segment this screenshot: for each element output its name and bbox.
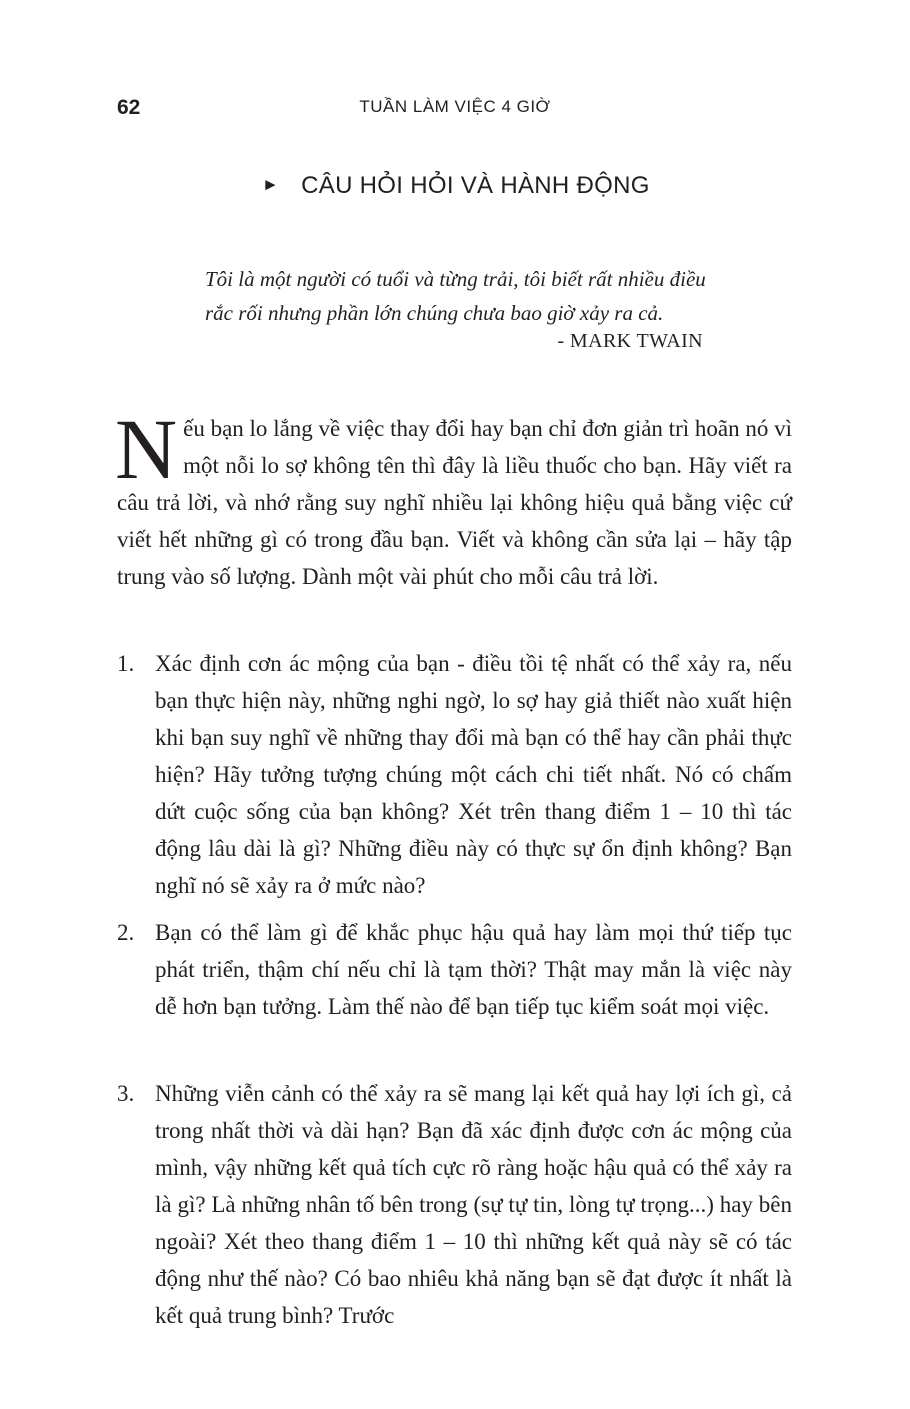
list-item: [117, 914, 792, 1025]
running-title: TUẦN LÀM VIỆC 4 GIỜ: [359, 97, 551, 116]
epigraph-quote: Tôi là một người có tuổi và từng trải, tôi biết rất nhiều điều rắc rối nhưng phần lớn chúng chưa bao giờ xảy ra cả.: [205, 267, 706, 325]
section-title: CÂU HỎI HỎI VÀ HÀNH ĐỘNG: [301, 172, 650, 199]
list-item-text: Bạn có thể làm gì để khắc phục hậu quả hay làm mọi thứ tiếp tục phát triển, thậm chí nếu chỉ là tạm thời? Thật may mắn là việc này dễ hơn bạn tưởng. Làm thế nào để bạn tiếp tục kiểm soát mọi việc.: [155, 920, 792, 1019]
drop-cap: N: [115, 401, 178, 497]
section-heading: [262, 172, 650, 200]
list-item: [117, 645, 792, 904]
list-item-number: 1.: [117, 651, 135, 676]
list-item-number: 2.: [117, 920, 135, 945]
right-triangle-bullet-icon: ►: [262, 175, 280, 194]
intro-text: ếu bạn lo lắng về việc thay đổi hay bạn chỉ đơn giản trì hoãn nó vì một nỗi lo sợ không tên thì đây là liều thuốc cho bạn. Hãy viết ra câu trả lời, và nhớ rằng suy nghĩ nhiều lại không hiệu quả bằng việc cứ viết hết những gì có trong đầu bạn. Viết và không cần sửa lại – hãy tập trung vào số lượng. Dành một vài phút cho mỗi câu trả lời.: [117, 416, 792, 589]
page-number: 62: [117, 96, 141, 119]
list-item: [117, 1075, 792, 1334]
list-item-text: Những viễn cảnh có thể xảy ra sẽ mang lại kết quả hay lợi ích gì, cả trong nhất thời và dài hạn? Bạn đã xác định được cơn ác mộng của mình, vậy những kết quả tích cực rõ ràng hoặc hậu quả có thể xảy ra là gì? Là những nhân tố bên trong (sự tự tin, lòng tự trọng...) hay bên ngoài? Xét theo thang điểm 1 – 10 thì những kết quả này sẽ có tác động như thế nào? Có bao nhiêu khả năng bạn sẽ đạt được ít nhất là kết quả trung bình? Trước: [155, 1081, 792, 1328]
epigraph-author: - MARK TWAIN: [557, 330, 703, 352]
intro-paragraph: [115, 401, 792, 595]
list-item-text: Xác định cơn ác mộng của bạn - điều tồi tệ nhất có thể xảy ra, nếu bạn thực hiện này, những nghi ngờ, lo sợ hay giả thiết nào xuất hiện khi bạn suy nghĩ về những thay đổi mà bạn có thể hay cần phải thực hiện? Hãy tưởng tượng chúng một cách chi tiết nhất. Nó có chấm dứt cuộc sống của bạn không? Xét trên thang điểm 1 – 10 thì tác động lâu dài là gì? Những điều này có thực sự ổn định không? Bạn nghĩ nó sẽ xảy ra ở mức nào?: [155, 651, 792, 898]
list-item-number: 3.: [117, 1081, 135, 1106]
